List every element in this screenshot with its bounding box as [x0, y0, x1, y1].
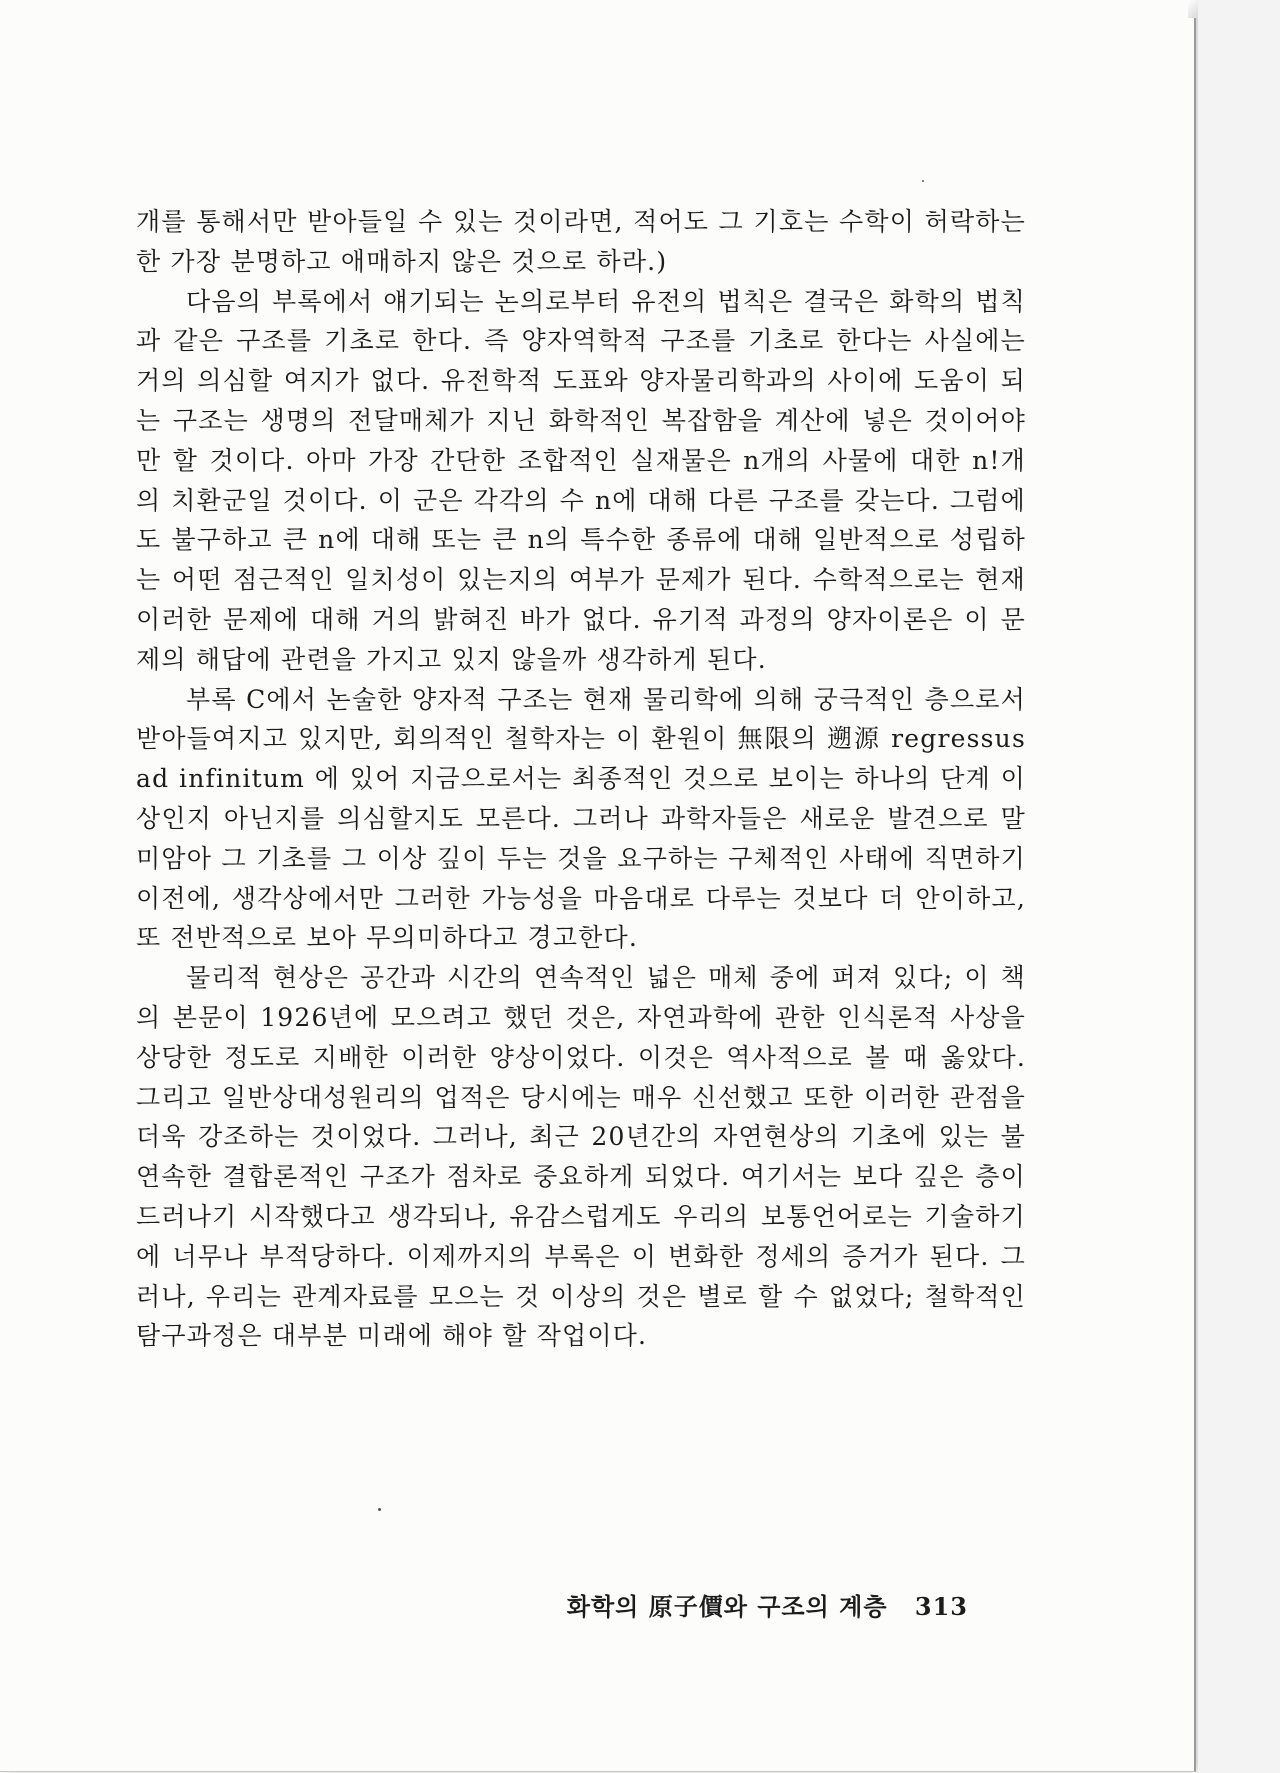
scan-speck: [378, 1508, 381, 1511]
viewer-gutter: [1198, 0, 1280, 1773]
scan-speck: [922, 180, 924, 182]
page-footer: [567, 1587, 968, 1622]
page-body: [136, 202, 1026, 1356]
paragraph: 부록 C에서 논술한 양자적 구조는 현재 물리학에 의해 궁극적인 층으로서 받아들여지고 있지만, 회의적인 철학자는 이 환원이 無限의 遡源 regressus ad infinitum 에 있어 지금으로서는 최종적인 것으로 보이는 하나의 단계 이상인지 아닌지를 의심할지도 모른다. 그러나 과학자들은 새로운 발견으로 말미암아 그 기초를 그 이상 깊이 두는 것을 요구하는 구체적인 사태에 직면하기 이전에, 생각상에서만 그러한 가능성을 마음대로 다루는 것보다 더 안이하고, 또 전반적으로 보아 무의미하다고 경고한다.: [136, 684, 1026, 953]
page-number: 313: [914, 1592, 968, 1621]
running-title: 화학의 原子價와 구조의 계층: [566, 1592, 888, 1621]
page-fold: [1188, 0, 1198, 18]
paragraph: 물리적 현상은 공간과 시간의 연속적인 넓은 매체 중에 퍼져 있다; 이 책의 본문이 1926년에 모으려고 했던 것은, 자연과학에 관한 인식론적 사상을 상당한 정도로 지배한 이러한 양상이었다. 이것은 역사적으로 볼 때 옳았다. 그리고 일반상대성원리의 업적은 당시에는 매우 신선했고 또한 이러한 관점을 더욱 강조하는 것이었다. 그러나, 최근 20년간의 자연현상의 기초에 있는 불연속한 결합론적인 구조가 점차로 중요하게 되었다. 여기서는 보다 깊은 층이 드러나기 시작했다고 생각되나, 유감스럽게도 우리의 보통언어로는 기술하기에 너무나 부적당하다. 이제까지의 부록은 이 변화한 정세의 증거가 된다. 그러나, 우리는 관계자료를 모으는 것 이상의 것은 별로 할 수 없었다; 철학적인 탐구과정은 대부분 미래에 해야 할 작업이다.: [136, 963, 1026, 1351]
paragraph: 다음의 부록에서 얘기되는 논의로부터 유전의 법칙은 결국은 화학의 법칙과 같은 구조를 기초로 한다. 즉 양자역학적 구조를 기초로 한다는 사실에는 거의 의심할 여지가 없다. 유전학적 도표와 양자물리학과의 사이에 도움이 되는 구조는 생명의 전달매체가 지닌 화학적인 복잡함을 계산에 넣은 것이어야만 할 것이다. 아마 가장 간단한 조합적인 실재물은 n개의 사물에 대한 n!개의 치환군일 것이다. 이 군은 각각의 수 n에 대해 다른 구조를 갖는다. 그럼에도 불구하고 큰 n에 대해 또는 큰 n의 특수한 종류에 대해 일반적으로 성립하는 어떤 점근적인 일치성이 있는지의 여부가 문제가 된다. 수학적으로는 현재 이러한 문제에 대해 거의 밝혀진 바가 없다. 유기적 과정의 양자이론은 이 문제의 해답에 관련을 가지고 있지 않을까 생각하게 된다.: [136, 286, 1026, 674]
paragraph-continued: 개를 통해서만 받아들일 수 있는 것이라면, 적어도 그 기호는 수학이 허락하는 한 가장 분명하고 애매하지 않은 것으로 하라.): [136, 207, 1026, 276]
